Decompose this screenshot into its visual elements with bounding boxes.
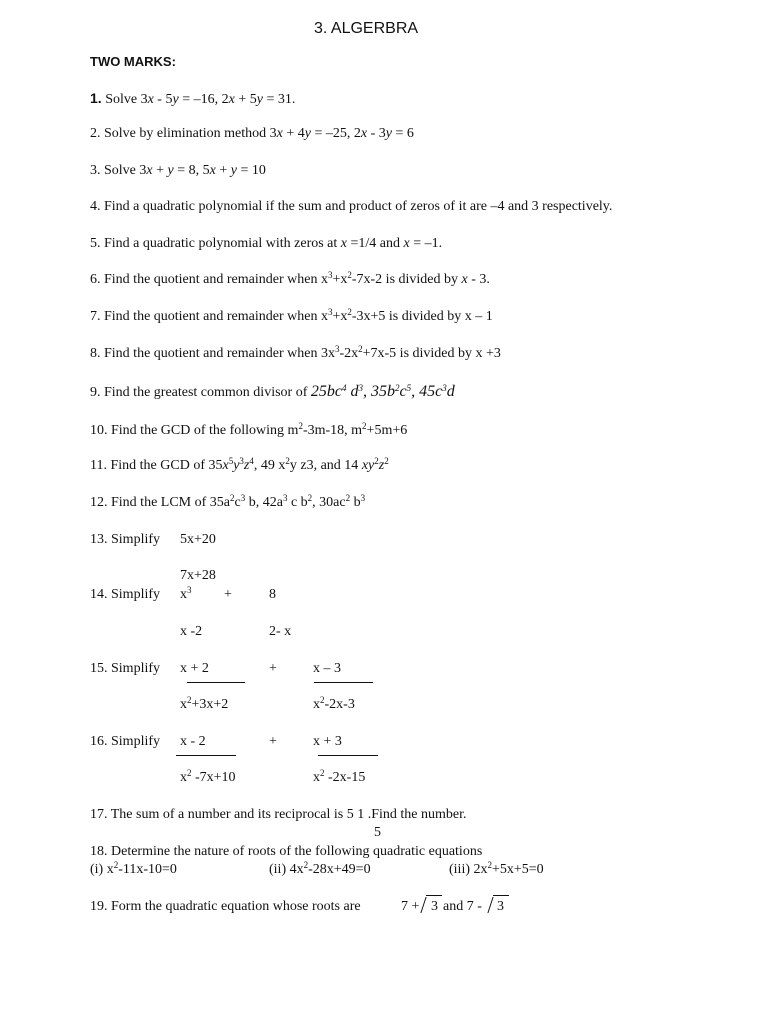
q18-equation-ii: (ii) $4x^2-28x+49=0$ <box>269 860 371 877</box>
q19-sqrt-bar-1 <box>426 895 442 896</box>
q16-denominator-2: $x^2$ -2x-15 <box>313 768 366 785</box>
question-11: 11. Find the GCD of $35x^5y^3z^4$, 49 $x^2y$ z3, and 14 $xy^2z^2$ <box>90 456 389 473</box>
question-2: 2. Solve by elimination method 3x + 4y = –25, 2x - 3y = 6 <box>90 126 414 141</box>
q15-denominator-1: $x^2+3x+2$ <box>180 695 229 712</box>
q16-numerator-1: x - 2 <box>180 734 206 749</box>
q17-fraction-denominator: 5 <box>374 825 381 840</box>
question-17: 17. The sum of a number and its reciprocal is 5 1 .Find the number. <box>90 807 467 822</box>
q16-fraction-bar-1 <box>176 755 236 756</box>
q19-sqrt-sign-1 <box>420 897 426 913</box>
q15-numerator-2: x – 3 <box>313 661 341 676</box>
q14-denominator-2: 2- x <box>269 624 292 639</box>
q19-root-2-prefix: and 7 - <box>443 899 482 914</box>
question-3: 3. Solve 3x + y = 8, 5x + y = 10 <box>90 163 266 178</box>
question-7: 7. Find the quotient and remainder when $x^3+x^2-3x+5$ is divided by x – 1 <box>90 307 493 324</box>
question-13-label: 13. Simplify <box>90 532 161 547</box>
q16-plus: + <box>269 734 277 749</box>
q14-numerator-2: 8 <box>269 587 276 602</box>
question-4: 4. Find a quadratic polynomial if the sum and product of zeros of it are –4 and 3 respectively. <box>90 199 613 214</box>
question-6: 6. Find the quotient and remainder when $x^3+x^2-7x-2$ is divided by x - 3. <box>90 270 490 287</box>
q15-fraction-bar-1 <box>187 682 245 683</box>
question-18: 18. Determine the nature of roots of the following quadratic equations <box>90 844 483 859</box>
q15-plus: + <box>269 661 277 676</box>
section-heading: TWO MARKS: <box>90 54 176 69</box>
question-9: 9. Find the greatest common divisor of $25bc^4$ $d^3$, $35b^2c^5$, $45c^3d$ <box>90 383 455 400</box>
question-15-label: 15. Simplify <box>90 661 161 676</box>
q14-numerator-1: $x^3$ <box>180 585 192 602</box>
q15-numerator-1: x + 2 <box>180 661 209 676</box>
question-10: 10. Find the GCD of the following $m^2-3m-18$, $m^2+5m+6$ <box>90 421 408 438</box>
question-5: 5. Find a quadratic polynomial with zeros at x =1/4 and x = –1. <box>90 236 443 251</box>
q19-root-1-radicand: 3 <box>431 899 438 914</box>
q15-fraction-bar-2 <box>314 682 373 683</box>
page-title: 3. ALGERBRA <box>314 20 419 37</box>
q16-numerator-2: x + 3 <box>313 734 342 749</box>
question-8: 8. Find the quotient and remainder when $3x^3-2x^2+7x-5$ is divided by x +3 <box>90 344 501 361</box>
question-19: 19. Form the quadratic equation whose roots are <box>90 899 361 914</box>
question-12: 12. Find the LCM of $35a^2c^3$ b, $42a^3$ c $b^2$, $30ac^2$ $b^3$ <box>90 493 366 510</box>
q19-root-2-radicand: 3 <box>497 899 504 914</box>
q15-denominator-2: $x^2-2x-3$ <box>313 695 355 712</box>
q19-root-1-prefix: 7 + <box>401 899 420 914</box>
question-14-label: 14. Simplify <box>90 587 161 602</box>
q18-equation-i: (i) $x^2-11x-10=0$ <box>90 860 177 877</box>
q13-numerator: 5x+20 <box>180 532 216 547</box>
q16-denominator-1: $x^2$ -7x+10 <box>180 768 236 785</box>
q13-denominator: 7x+28 <box>180 568 216 583</box>
q18-equation-iii: (iii) $2x^2+5x+5=0$ <box>449 860 544 877</box>
question-16-label: 16. Simplify <box>90 734 161 749</box>
q16-fraction-bar-2 <box>318 755 378 756</box>
q19-sqrt-bar-2 <box>493 895 509 896</box>
q19-sqrt-sign-2 <box>487 897 493 913</box>
question-1: 1. Solve 3x - 5y = –16, 2x + 5y = 31. <box>90 90 296 107</box>
q14-denominator-1: x -2 <box>180 624 203 639</box>
q14-plus: + <box>224 587 232 602</box>
